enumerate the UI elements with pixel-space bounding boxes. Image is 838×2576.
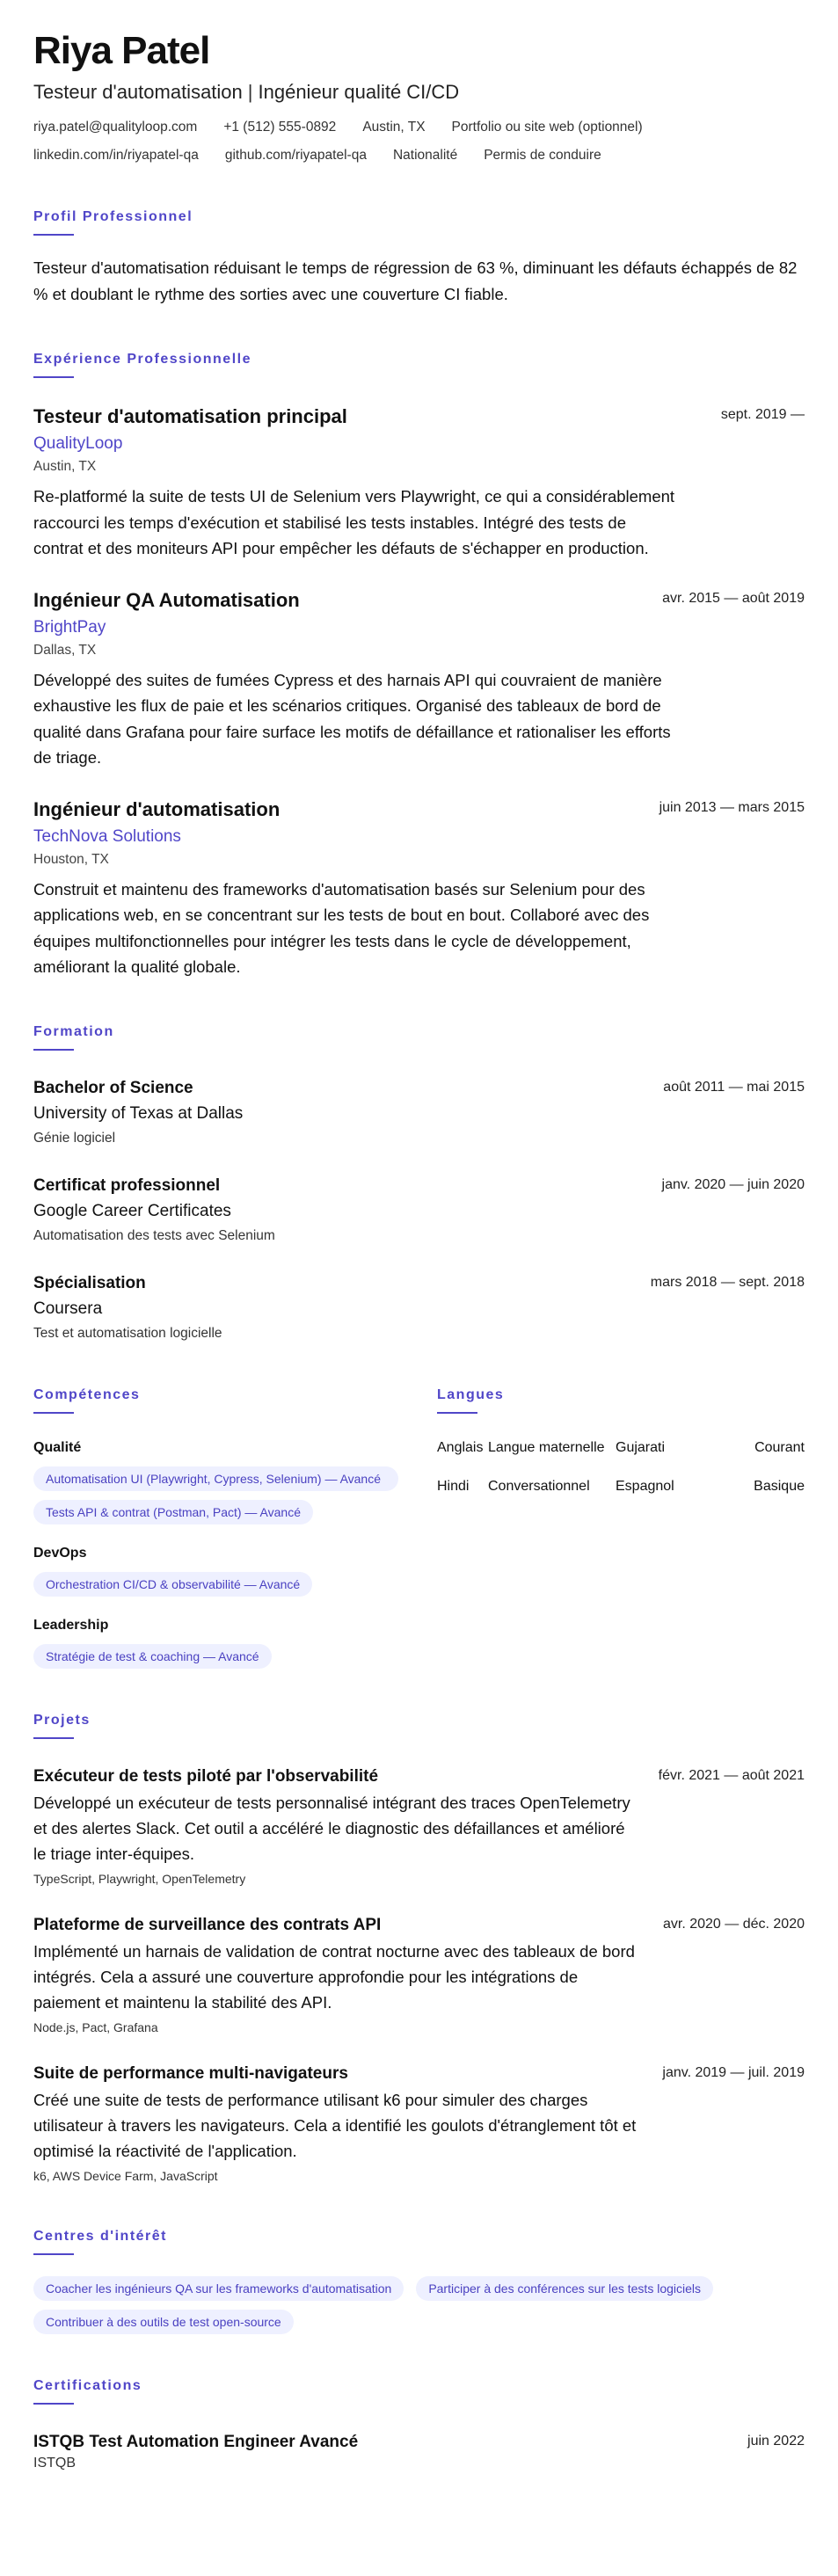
contact-email[interactable]: riya.patel@qualityloop.com [33,120,198,135]
language-name: Hindi [437,1478,470,1494]
skills-languages-row [33,1387,805,1669]
contact-linkedin[interactable]: linkedin.com/in/riyapatel-qa [33,148,199,163]
language-level: Langue maternelle [488,1439,605,1455]
education-date: mars 2018 — sept. 2018 [650,1274,805,1290]
job-date: juin 2013 — mars 2015 [659,799,805,815]
profile-summary: Testeur d'automatisation réduisant le temps de régression de 63 %, diminuant les défauts échappés de 82 % et doublant le rythme des sorties avec une couverture CI fiable. [33,258,798,303]
certifications-section [33,2378,805,2473]
job-location: Austin, TX [33,459,97,474]
headline-title: Testeur d'automatisation [33,81,243,103]
skill-category: Leadership [33,1617,109,1633]
job-company: BrightPay [33,617,106,637]
job-location: Dallas, TX [33,642,97,658]
project-description: Développé un exécuteur de tests personnalisé intégrant des traces OpenTelemetry et des alertes Slack. Cet outil a accéléré le diagnostic des défaillances et amélioré le triage inter-équipes. [33,1793,630,1863]
education-entry [33,1175,805,1246]
languages-section [437,1387,805,1669]
section-title-experience: Expérience Professionnelle [33,352,251,367]
language-name: Espagnol [616,1478,674,1494]
interest-chip-list [33,2276,805,2334]
project-entry [33,1765,805,1888]
project-title: Exécuteur de tests piloté par l'observabilité [33,1766,379,1786]
project-entry [33,2063,805,2185]
education-degree: Bachelor of Science [33,1078,193,1097]
certification-title: ISTQB Test Automation Engineer Avancé [33,2432,359,2451]
job-location: Houston, TX [33,851,109,867]
section-divider [33,1049,74,1051]
section-divider [33,2253,74,2255]
contact-phone[interactable]: +1 (512) 555-0892 [223,120,337,135]
education-section [33,1024,805,1343]
education-field: Automatisation des tests avec Selenium [33,1227,275,1243]
skills-section [33,1387,398,1669]
project-date: janv. 2019 — juil. 2019 [662,2064,805,2080]
job-date: avr. 2015 — août 2019 [662,590,805,606]
language-level: Courant [754,1439,805,1455]
job-description: Re-platformé la suite de tests UI de Selenium vers Playwright, ce qui a considérablement raccourci les temps d'exécution et stabilisé les tests instables. Intégré des tests de contrat et des moniteurs API pour empêcher les défauts de s'échapper en production. [33,487,675,557]
job-company: QualityLoop [33,434,123,453]
skill-chip-list [33,1466,398,1524]
projects-section [33,1713,805,2185]
interests-section [33,2229,805,2334]
contact-row-secondary [33,146,805,165]
headline-subtitle: Ingénieur qualité CI/CD [258,81,460,103]
contact-github[interactable]: github.com/riyapatel-qa [224,148,367,163]
job-description: Construit et maintenu des frameworks d'automatisation basés sur Selenium pour des applications web, en se concentrant sur les tests de bout en bout. Collaboré avec des équipes multifonctionnelles pour intégrer les tests dans le cycle de développement, améliorant la qualité globale. [33,879,650,976]
education-field: Génie logiciel [33,1130,116,1146]
skill-chip: Orchestration CI/CD & observabilité — Avancé [33,1572,312,1597]
section-title-certifications: Certifications [33,2377,142,2393]
contact-nationality: Nationalité [392,148,458,163]
language-level: Conversationnel [488,1478,590,1494]
language-name: Anglais [437,1439,484,1455]
headline [33,79,805,106]
candidate-name: Riya Patel [33,29,210,72]
section-divider [33,376,74,378]
job-title: Ingénieur QA Automatisation [33,588,300,611]
project-title: Plateforme de surveillance des contrats API [33,1915,382,1934]
job-company: TechNova Solutions [33,826,181,846]
project-entry [33,1914,805,2036]
skill-chip: Stratégie de test & coaching — Avancé [33,1644,272,1669]
section-divider [33,1412,74,1414]
language-level: Basique [754,1478,805,1494]
education-degree: Certificat professionnel [33,1175,221,1195]
section-title-languages: Langues [437,1386,505,1402]
project-date: févr. 2021 — août 2021 [658,1767,805,1783]
section-title-projects: Projets [33,1712,91,1728]
section-divider [33,1737,74,1739]
headline-separator: | [247,81,253,103]
section-divider [437,1412,477,1414]
section-title-education: Formation [33,1023,114,1039]
project-tech: Node.js, Pact, Grafana [33,2019,158,2034]
job-description: Développé des suites de fumées Cypress et des harnais API qui couvraient de manière exhaustive les flux de paie et les scénarios critiques. Organisé des tableaux de bord de qualité dans Grafana pour faire surface les motifs de défaillance et rationaliser les efforts de triage. [33,670,671,767]
languages-grid [437,1438,805,1496]
project-tech: TypeScript, Playwright, OpenTelemetry [33,1871,246,1886]
interest-chip: Contribuer à des outils de test open-source [33,2310,294,2334]
certification-issuer: ISTQB [33,2455,77,2470]
section-title-skills: Compétences [33,1386,141,1402]
skill-category: DevOps [33,1545,87,1561]
resume-header [33,28,805,165]
education-entry [33,1272,805,1343]
education-school: University of Texas at Dallas [33,1103,244,1123]
project-date: avr. 2020 — déc. 2020 [663,1916,805,1932]
interest-chip: Participer à des conférences sur les tests logiciels [416,2276,713,2301]
project-description: Créé une suite de tests de performance utilisant k6 pour simuler des charges utilisateur à travers les navigateurs. Cela a identifié les goulots d'étranglement tôt et optimisé la réactivité de l'application. [33,2090,637,2160]
contact-location: Austin, TX [362,120,426,135]
section-title-interests: Centres d'intérêt [33,2228,167,2244]
education-field: Test et automatisation logicielle [33,1325,222,1341]
contact-row-primary [33,118,805,137]
job-entry [33,404,805,562]
section-divider [33,234,74,236]
education-degree: Spécialisation [33,1273,146,1292]
contact-portfolio[interactable]: Portfolio ou site web (optionnel) [451,120,643,135]
skill-category: Qualité [33,1439,82,1455]
language-name: Gujarati [616,1439,666,1455]
job-title: Ingénieur d'automatisation [33,797,281,820]
job-entry [33,588,805,771]
skill-chip: Automatisation UI (Playwright, Cypress, Selenium) — Avancé [33,1466,398,1491]
education-school: Google Career Certificates [33,1201,231,1220]
job-entry [33,797,805,980]
skill-chip-list [33,1563,398,1597]
section-title-profile: Profil Professionnel [33,209,193,224]
project-description: Implémenté un harnais de validation de contrat nocturne avec des tableaux de bord intégrés. Cela a assuré une couverture approfondie pour les intégrations de paiement et maintenu la stabilité des API. [33,1941,635,2012]
interest-chip: Coacher les ingénieurs QA sur les frameworks d'automatisation [33,2276,404,2301]
skill-chip: Tests API & contrat (Postman, Pact) — Avancé [33,1500,313,1524]
certification-date: juin 2022 [747,2433,805,2449]
contact-license: Permis de conduire [484,148,601,163]
project-tech: k6, AWS Device Farm, JavaScript [33,2168,218,2183]
job-title: Testeur d'automatisation principal [33,405,347,427]
experience-section [33,352,805,980]
education-entry [33,1077,805,1148]
certification-entry [33,2431,805,2473]
education-date: août 2011 — mai 2015 [663,1079,805,1095]
education-date: janv. 2020 — juin 2020 [661,1176,805,1192]
section-divider [33,2403,74,2405]
profile-section [33,209,805,308]
education-school: Coursera [33,1299,103,1318]
skill-chip-list [33,1635,398,1669]
project-title: Suite de performance multi-navigateurs [33,2063,348,2083]
job-date: sept. 2019 — [720,407,805,422]
